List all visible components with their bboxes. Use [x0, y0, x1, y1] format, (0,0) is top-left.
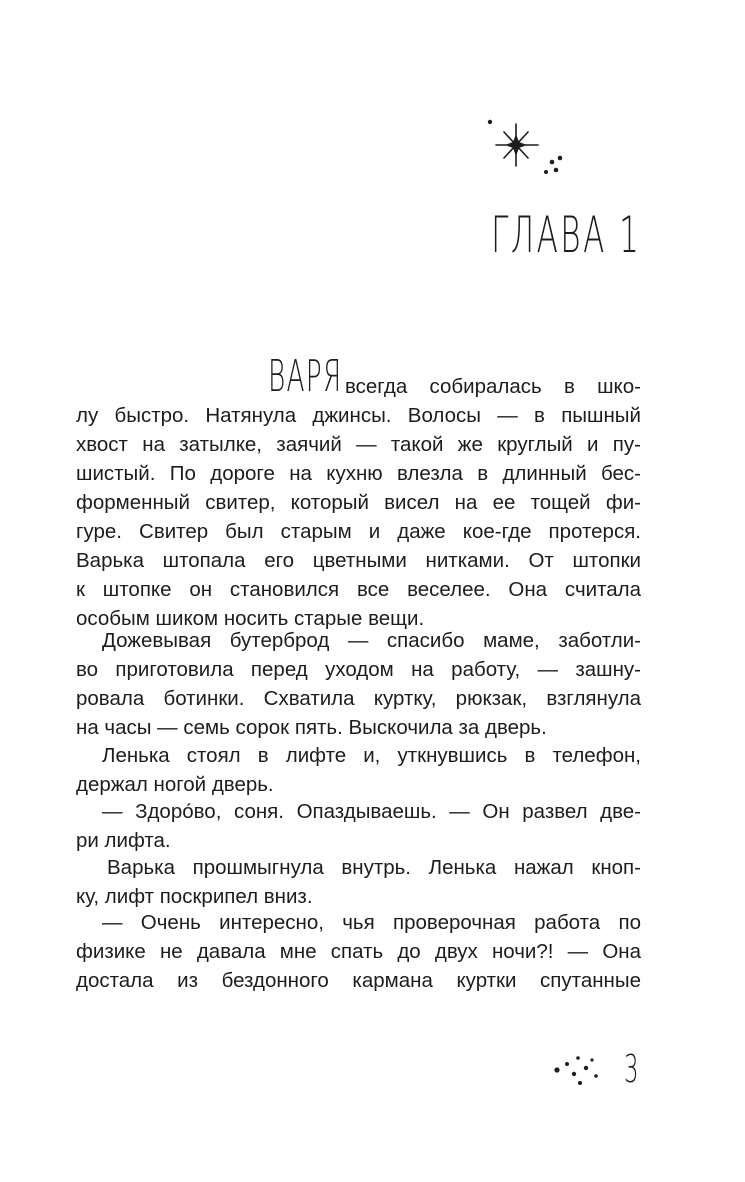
text-line: Дожевывая бутерброд — спасибо маме, заботли- [102, 629, 641, 652]
paragraph-6 [76, 908, 641, 995]
text-line: во приготовила перед уходом на работу, — зашну- [76, 658, 641, 681]
text-line: — Здоро́во, соня. Опаздываешь. — Он развел две- [102, 800, 641, 823]
paragraph-2 [76, 626, 641, 742]
sparkle-star-icon [482, 110, 578, 186]
text-line: лу быстро. Натянула джинсы. Волосы — в пышный [76, 404, 641, 427]
text-line: ровала ботинки. Схватила куртку, рюкзак, взглянула [76, 687, 641, 710]
chapter-dropcap: ВАРЯ [268, 351, 343, 402]
text-line: достала из бездонного кармана куртки спутанные [76, 969, 641, 992]
paragraph-4 [76, 797, 641, 855]
text-line: Варька штопала его цветными нитками. От штопки [76, 549, 641, 572]
dots-constellation-icon [552, 1050, 604, 1090]
text-line: держал ногой дверь. [76, 773, 274, 796]
paragraph-3 [76, 741, 641, 799]
paragraph-1 [76, 372, 641, 633]
text-line: на часы — семь сорок пять. Выскочила за дверь. [76, 716, 547, 739]
text-line: ри лифта. [76, 829, 171, 852]
text-line: гуре. Свитер был старым и даже кое-где протерся. [76, 520, 641, 543]
page-number: 3 [624, 1047, 639, 1091]
chapter-title: ГЛАВА 1 [490, 206, 641, 264]
text-line: ку, лифт поскрипел вниз. [76, 885, 313, 908]
text-line: всегда собиралась в шко- [345, 375, 641, 398]
text-line: Ленька стоял в лифте и, уткнувшись в телефон, [102, 744, 641, 767]
paragraph-5 [76, 853, 641, 911]
text-line: шистый. По дороге на кухню влезла в длинный бес- [76, 462, 641, 485]
text-line: хвост на затылке, заячий — такой же круглый и пу- [76, 433, 641, 456]
text-line: форменный свитер, который висел на ее тощей фи- [76, 491, 641, 514]
text-line: Варька прошмыгнула внутрь. Ленька нажал кноп- [107, 856, 641, 879]
text-line: к штопке он становился все веселее. Она считала [76, 578, 641, 601]
text-line: — Очень интересно, чья проверочная работа по [102, 911, 641, 934]
text-line: особым шиком носить старые вещи. [76, 607, 425, 630]
text-line: физике не давала мне спать до двух ночи?! — Она [76, 940, 641, 963]
